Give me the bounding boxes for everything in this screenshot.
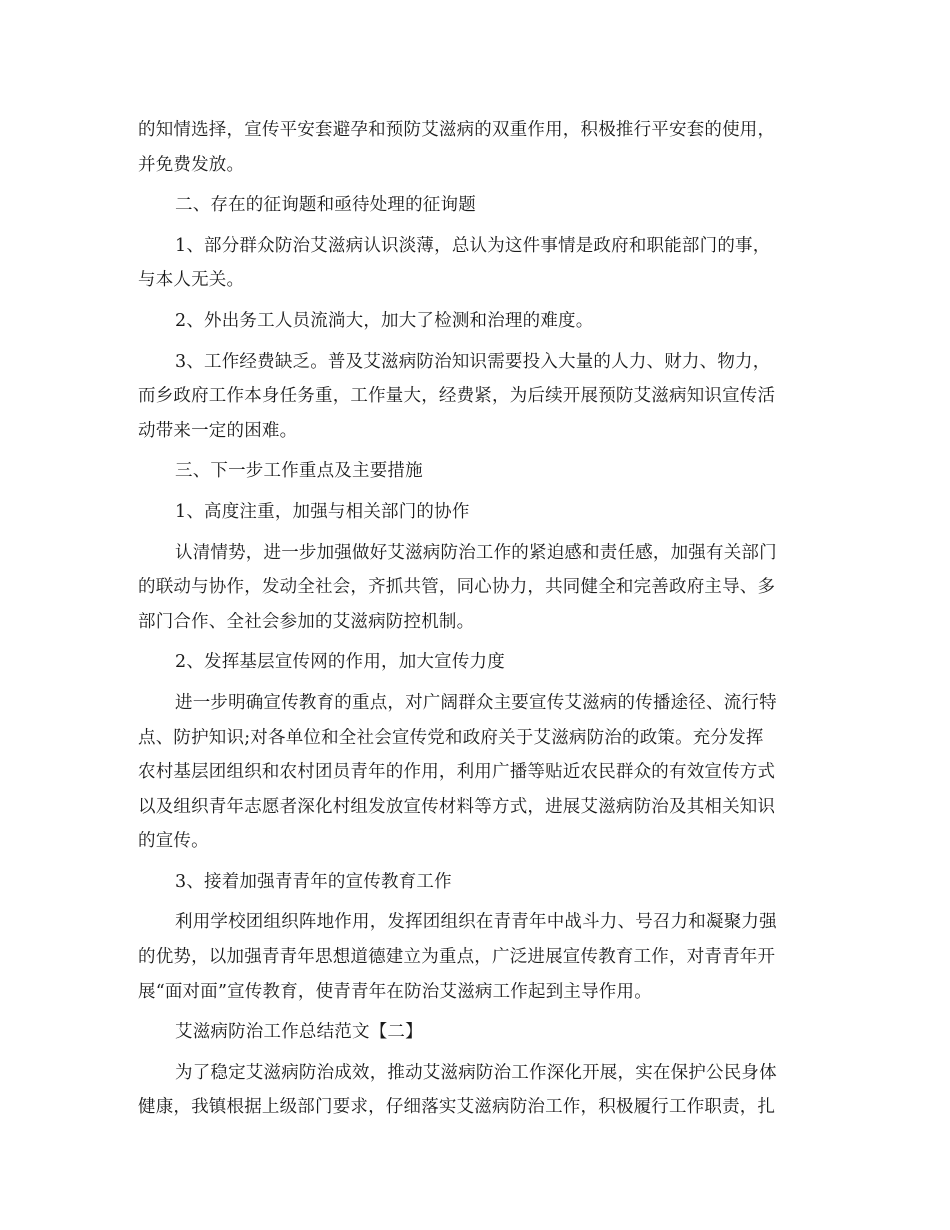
section-heading: 三、下一步工作重点及主要措施: [175, 461, 423, 482]
paragraph: 1、部分群众防治艾滋病认识淡薄，总认为这件事情是政府和职能部门的事， 与本人无关。: [138, 235, 771, 291]
paragraph: 利用学校团组织阵地作用，发挥团组织在青青年中战斗力、号召力和凝聚力强 的优势，以加强青青年思想道德建立为重点，广泛进展宣传教育工作，对青青年开 展“面对面”宣传教育，使青青年在防治艾滋病工作起到主导作用。: [138, 912, 777, 1002]
paragraph: 2、外出务工人员流淌大，加大了检测和治理的难度。: [175, 310, 594, 331]
paragraph: 的知情选择，宣传平安套避孕和预防艾滋病的双重作用，积极推行平安套的使用， 并免费发放。: [138, 120, 776, 175]
document-body: [138, 113, 814, 1131]
paragraph: 3、工作经费缺乏。普及艾滋病防治知识需要投入大量的人力、财力、物力， 而乡政府工作本身任务重，工作量大，经费紧，为后续开展预防艾滋病知识宣传活 动带来一定的困难。: [138, 351, 776, 441]
paragraph: 进一步明确宣传教育的重点，对广阔群众主要宣传艾滋病的传播途径、流行特 点、防护知识;对各单位和全社会宣传党和政府关于艾滋病防治的政策。充分发挥 农村基层团组织和农村团员青年的作用，利用广播等贴近农民群众的有效宣传方式 以及组织青年志愿者深化村组发放宣传材料等方式，进展艾滋病防治及其相关知识 的宣传。: [138, 692, 777, 852]
section-heading: 二、存在的征询题和亟待处理的征询题: [175, 195, 476, 216]
subsection-heading: 3、接着加强青青年的宣传教育工作: [175, 871, 452, 892]
article-title: 艾滋病防治工作总结范文【二】: [175, 1022, 423, 1043]
paragraph: 认清情势，进一步加强做好艾滋病防治工作的紧迫感和责任感，加强有关部门 的联动与协作，发动全社会，齐抓共管，同心协力，共同健全和完善政府主导、多 部门合作、全社会参加的艾滋病防控机制。: [138, 542, 777, 632]
subsection-heading: 2、发挥基层宣传网的作用，加大宣传力度: [175, 652, 505, 673]
paragraph: 为了稳定艾滋病防治成效，推动艾滋病防治工作深化开展，实在保护公民身体 健康，我镇根据上级部门要求，仔细落实艾滋病防治工作，积极履行工作职责，扎: [138, 1062, 777, 1118]
subsection-heading: 1、高度注重，加强与相关部门的协作: [175, 501, 470, 522]
